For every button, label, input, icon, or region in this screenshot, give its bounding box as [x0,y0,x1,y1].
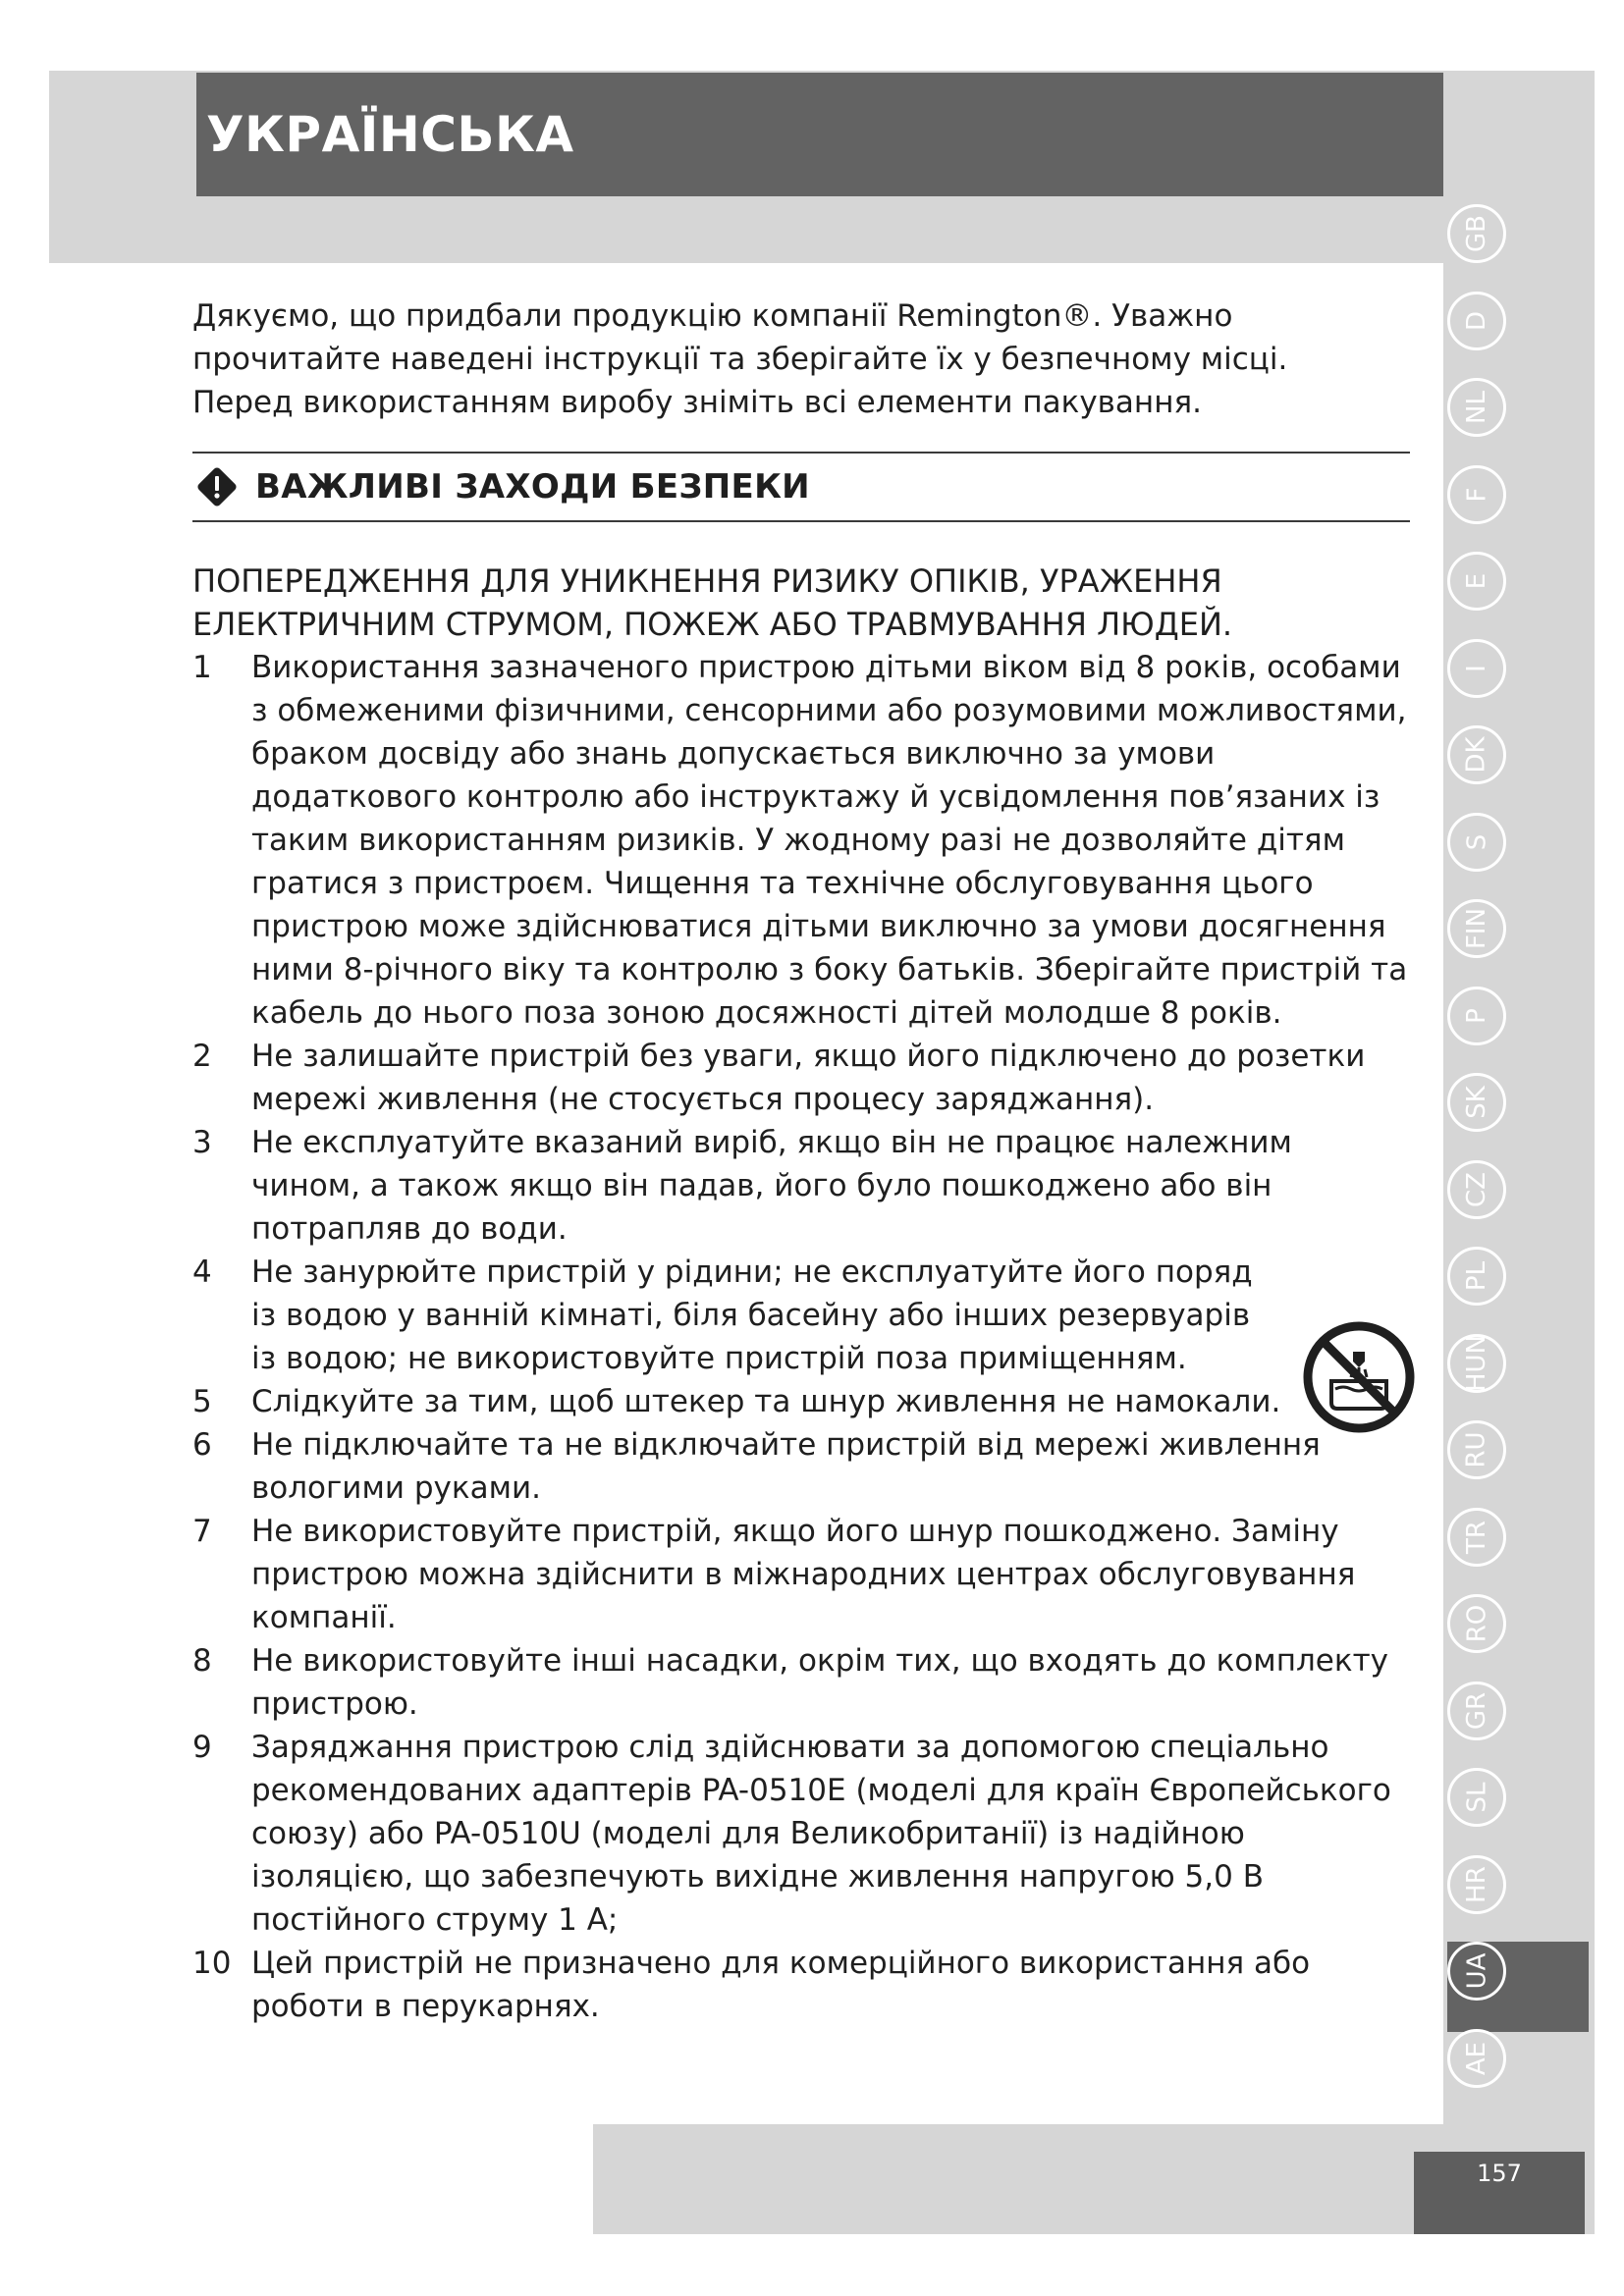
section-title: ВАЖЛИВІ ЗАХОДИ БЕЗПЕКИ [255,467,810,507]
lang-tab-pl[interactable] [1447,1247,1506,1306]
list-item [192,1121,1410,1251]
list-item [192,1035,1410,1121]
lang-tab-fin[interactable] [1447,899,1506,958]
lang-tab-label: D [1462,310,1491,331]
lang-tab-ua[interactable] [1447,1942,1506,2001]
list-item [192,1251,1410,1380]
lang-tab-nl[interactable] [1447,378,1506,437]
item-number: 1 [192,650,212,685]
lang-tab-f[interactable] [1447,465,1506,524]
lang-tab-label: DK [1461,736,1491,774]
item-text: Цей пристрій не призначено для комерційного використання або роботи в перукарнях. [251,1946,1311,2024]
item-number: 5 [192,1384,212,1419]
lang-tab-label: E [1462,572,1491,590]
item-text: Використання зазначеного пристрою дітьми віком від 8 років, особами з обмеженими фізичними, сенсорними або розумовими можливостями, браком досвіду або знань допускається виключно за умови додаткового контролю або інструктажу й усвідомлення пов’язаних із таким використанням ризиків. У жодному разі не дозволяйте дітям гратися з пристроєм. Чищення та технічне обслуговування цього пристрою може здійснюватися дітьми виключно за умови досягнення ними 8-річного віку та контролю з боку батьків. Зберігайте пристрій та кабель до нього поза зоною досяжності дітей молодше 8 років. [251,650,1408,1031]
lang-tab-label: RU [1461,1431,1491,1468]
list-item [192,1423,1410,1510]
item-text: Не використовуйте інші насадки, окрім тих, що входять до комплекту пристрою. [251,1643,1388,1722]
lang-tab-label: FIN [1461,907,1491,950]
lang-tab-ae[interactable] [1447,2029,1506,2088]
lang-tab-cz[interactable] [1447,1160,1506,1219]
lang-tab-label: HR [1462,1865,1491,1903]
lang-tab-gb[interactable] [1447,204,1506,263]
lang-tab-sl[interactable] [1447,1768,1506,1827]
lang-tab-label: GR [1462,1691,1491,1730]
content-area [192,294,1410,2028]
warning-icon [196,466,238,507]
section-header [192,452,1410,522]
language-tab-strip [1447,196,1518,2110]
list-item [192,1726,1410,1942]
lang-tab-i[interactable] [1447,639,1506,698]
list-item [192,1380,1410,1423]
item-number: 2 [192,1039,212,1074]
lang-tab-label: UA [1461,1952,1491,1990]
lang-tab-hun[interactable] [1447,1334,1506,1393]
lang-tab-label: P [1462,1007,1491,1024]
no-water-bath-icon [1302,1320,1416,1434]
item-number: 9 [192,1730,212,1765]
lang-tab-label: HUN [1462,1334,1491,1392]
item-number: 8 [192,1643,212,1679]
page-number: 157 [1414,2152,1585,2234]
intro-unpack: Перед використанням виробу зніміть всі елементи пакування. [192,385,1202,420]
lang-tab-e[interactable] [1447,552,1506,611]
intro-thanks: Дякуємо, що придбали продукцію компанії Remington®. Уважно прочитайте наведені інструкції та зберігайте їх у безпечному місці. [192,298,1288,377]
lang-tab-d[interactable] [1447,292,1506,350]
lang-tab-ro[interactable] [1447,1594,1506,1653]
lang-tab-p[interactable] [1447,987,1506,1045]
item-text: Слідкуйте за тим, щоб штекер та шнур живлення не намокали. [251,1384,1281,1419]
item-number: 10 [192,1946,232,1981]
item-text: Не експлуатуйте вказаний виріб, якщо він не працює належним чином, а також якщо він падав, його було пошкоджено або він потрапляв до води. [251,1125,1292,1247]
intro [192,294,1410,424]
item-text: Не використовуйте пристрій, якщо його шнур пошкоджено. Заміну пристрою можна здійснити в міжнародних центрах обслуговування компанії. [251,1514,1356,1635]
lang-tab-label: TR [1461,1520,1491,1554]
item-text: Не підключайте та не відключайте пристрій від мережі живлення вологими руками. [251,1427,1321,1506]
item-number: 4 [192,1255,212,1290]
lang-tab-hr[interactable] [1447,1855,1506,1914]
lang-tab-label: F [1462,487,1491,502]
item-text: Заряджання пристрою слід здійснювати за допомогою спеціально рекомендованих адаптерів PA-0510E (моделі для країн Європейського союзу) або PA-0510U (моделі для Великобританії) із надійною ізоляцією, що забезпечують вихідне живлення напругою 5,0 В постійного струму 1 А; [251,1730,1391,1938]
lang-tab-label: CZ [1462,1171,1491,1207]
warning-statement: ПОПЕРЕДЖЕННЯ ДЛЯ УНИКНЕННЯ РИЗИКУ ОПІКІВ, УРАЖЕННЯ ЕЛЕКТРИЧНИМ СТРУМОМ, ПОЖЕЖ АБО ТРАВМУВАННЯ ЛЮДЕЙ. [192,562,1233,643]
page-title: УКРАЇНСЬКА [196,73,1443,196]
item-text: Не занурюйте пристрій у рідини; не експлуатуйте його поряд із водою у ванній кімнаті, біля басейну або інших резервуарів із водою; не використовуйте пристрій поза приміщенням. [251,1255,1253,1376]
lang-tab-label: S [1461,833,1491,850]
lang-tab-ru[interactable] [1447,1420,1506,1479]
lang-tab-dk[interactable] [1447,725,1506,784]
item-text: Не залишайте пристрій без уваги, якщо його підключено до розетки мережі живлення (не стосується процесу заряджання). [251,1039,1366,1117]
lang-tab-label: NL [1462,391,1491,424]
lang-tab-label: I [1461,664,1491,672]
lang-tab-label: GB [1461,215,1491,252]
item-number: 7 [192,1514,212,1549]
lang-tab-label: AE [1462,2041,1491,2075]
item-number: 6 [192,1427,212,1463]
list-item [192,1942,1410,2028]
lang-tab-label: SK [1462,1086,1491,1119]
lang-tab-label: RO [1462,1604,1491,1643]
lang-tab-tr[interactable] [1447,1508,1506,1567]
lang-tab-s[interactable] [1447,813,1506,872]
lang-tab-sk[interactable] [1447,1073,1506,1132]
list-item [192,646,1410,1035]
lang-tab-label: SL [1462,1782,1491,1813]
item-number: 3 [192,1125,212,1160]
safety-list [192,646,1410,2028]
lang-tab-gr[interactable] [1447,1682,1506,1740]
list-item [192,1639,1410,1726]
lang-tab-label: PL [1461,1260,1491,1292]
list-item [192,1510,1410,1639]
